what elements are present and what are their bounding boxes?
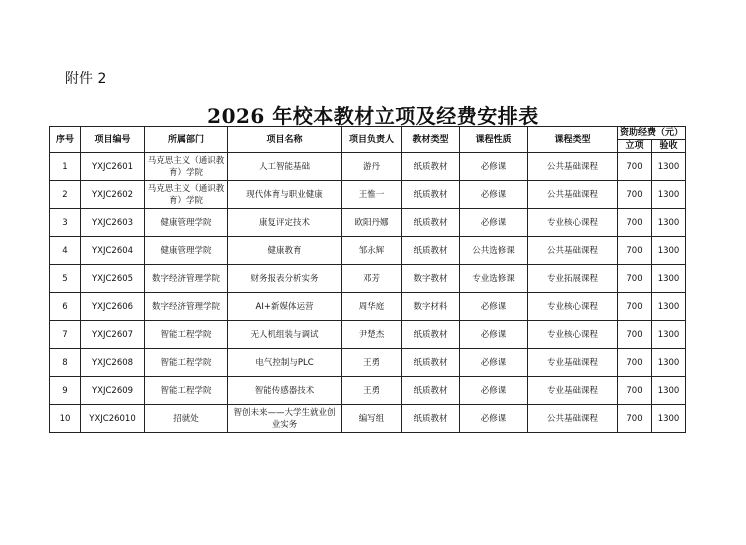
cell-course-nature: 必修课 [460, 377, 528, 405]
table-row [50, 153, 686, 181]
cell-dept: 健康管理学院 [145, 209, 228, 237]
cell-course-nature: 必修课 [460, 153, 528, 181]
table-row [50, 377, 686, 405]
cell-seq: 1 [50, 153, 81, 181]
cell-acceptance: 1300 [652, 321, 686, 349]
cell-material-type: 纸质教材 [402, 181, 460, 209]
cell-dept: 智能工程学院 [145, 349, 228, 377]
cell-code: YXJC2607 [81, 321, 145, 349]
cell-course-type: 专业核心课程 [528, 209, 618, 237]
header-approval: 立项 [618, 140, 652, 153]
cell-approval: 700 [618, 265, 652, 293]
header-leader: 项目负责人 [342, 127, 402, 153]
cell-name: 智创未来——大学生就业创业实务 [228, 405, 342, 433]
cell-code: YXJC2603 [81, 209, 145, 237]
funding-table [49, 126, 686, 433]
header-name: 项目名称 [228, 127, 342, 153]
cell-approval: 700 [618, 153, 652, 181]
table-row [50, 181, 686, 209]
cell-code: YXJC2608 [81, 349, 145, 377]
cell-name: 智能传感器技术 [228, 377, 342, 405]
cell-material-type: 纸质教材 [402, 153, 460, 181]
cell-course-nature: 必修课 [460, 349, 528, 377]
cell-code: YXJC2609 [81, 377, 145, 405]
cell-seq: 8 [50, 349, 81, 377]
cell-dept: 数字经济管理学院 [145, 265, 228, 293]
header-material-type: 教材类型 [402, 127, 460, 153]
cell-course-nature: 必修课 [460, 209, 528, 237]
cell-material-type: 数字材料 [402, 293, 460, 321]
table-row [50, 237, 686, 265]
cell-course-nature: 必修课 [460, 181, 528, 209]
cell-approval: 700 [618, 293, 652, 321]
attachment-label: 附件 2 [65, 71, 107, 87]
cell-course-nature: 公共选修课 [460, 237, 528, 265]
cell-acceptance: 1300 [652, 377, 686, 405]
cell-course-type: 专业核心课程 [528, 293, 618, 321]
cell-leader: 周华庭 [342, 293, 402, 321]
header-seq: 序号 [50, 127, 81, 153]
cell-dept: 数字经济管理学院 [145, 293, 228, 321]
cell-code: YXJC2604 [81, 237, 145, 265]
header-funding: 资助经费（元） [618, 127, 686, 140]
cell-approval: 700 [618, 321, 652, 349]
cell-leader: 游丹 [342, 153, 402, 181]
cell-code: YXJC2601 [81, 153, 145, 181]
cell-dept: 智能工程学院 [145, 377, 228, 405]
cell-dept: 马克思主义（通识教育）学院 [145, 181, 228, 209]
cell-code: YXJC26010 [81, 405, 145, 433]
cell-name: 现代体育与职业健康 [228, 181, 342, 209]
cell-leader: 尹楚杰 [342, 321, 402, 349]
table-row [50, 265, 686, 293]
cell-material-type: 纸质教材 [402, 321, 460, 349]
cell-course-type: 专业拓展课程 [528, 265, 618, 293]
cell-seq: 9 [50, 377, 81, 405]
cell-course-nature: 专业选修课 [460, 265, 528, 293]
table-row [50, 209, 686, 237]
cell-acceptance: 1300 [652, 181, 686, 209]
cell-material-type: 数字教材 [402, 265, 460, 293]
cell-leader: 王勇 [342, 377, 402, 405]
header-dept: 所属部门 [145, 127, 228, 153]
cell-course-nature: 必修课 [460, 293, 528, 321]
cell-acceptance: 1300 [652, 209, 686, 237]
cell-leader: 邹永辉 [342, 237, 402, 265]
cell-name: 财务报表分析实务 [228, 265, 342, 293]
cell-dept: 马克思主义（通识教育）学院 [145, 153, 228, 181]
cell-course-nature: 必修课 [460, 405, 528, 433]
cell-seq: 7 [50, 321, 81, 349]
document-title: 2026 年校本教材立项及经费安排表 [207, 104, 539, 128]
cell-dept: 招就处 [145, 405, 228, 433]
cell-leader: 欧阳丹娜 [342, 209, 402, 237]
cell-approval: 700 [618, 349, 652, 377]
table-row [50, 349, 686, 377]
cell-name: 康复评定技术 [228, 209, 342, 237]
cell-acceptance: 1300 [652, 405, 686, 433]
cell-name: 无人机组装与调试 [228, 321, 342, 349]
cell-acceptance: 1300 [652, 153, 686, 181]
cell-name: AI+新媒体运营 [228, 293, 342, 321]
cell-leader: 王勇 [342, 349, 402, 377]
cell-code: YXJC2602 [81, 181, 145, 209]
cell-approval: 700 [618, 405, 652, 433]
cell-course-type: 专业基础课程 [528, 377, 618, 405]
cell-approval: 700 [618, 209, 652, 237]
table-row [50, 321, 686, 349]
cell-course-type: 专业基础课程 [528, 349, 618, 377]
table-row [50, 405, 686, 433]
cell-leader: 王惟一 [342, 181, 402, 209]
cell-code: YXJC2606 [81, 293, 145, 321]
cell-material-type: 纸质教材 [402, 237, 460, 265]
cell-acceptance: 1300 [652, 265, 686, 293]
cell-seq: 6 [50, 293, 81, 321]
cell-approval: 700 [618, 181, 652, 209]
header-course-type: 课程类型 [528, 127, 618, 153]
cell-code: YXJC2605 [81, 265, 145, 293]
cell-approval: 700 [618, 237, 652, 265]
cell-seq: 3 [50, 209, 81, 237]
cell-name: 人工智能基础 [228, 153, 342, 181]
table-row [50, 293, 686, 321]
table-body [50, 153, 686, 433]
cell-leader: 编写组 [342, 405, 402, 433]
cell-dept: 健康管理学院 [145, 237, 228, 265]
cell-name: 电气控制与PLC [228, 349, 342, 377]
cell-course-type: 公共基础课程 [528, 237, 618, 265]
cell-acceptance: 1300 [652, 293, 686, 321]
cell-course-type: 专业核心课程 [528, 321, 618, 349]
cell-material-type: 纸质教材 [402, 209, 460, 237]
cell-acceptance: 1300 [652, 237, 686, 265]
header-code: 项目编号 [81, 127, 145, 153]
cell-material-type: 纸质教材 [402, 405, 460, 433]
cell-acceptance: 1300 [652, 349, 686, 377]
cell-dept: 智能工程学院 [145, 321, 228, 349]
cell-seq: 4 [50, 237, 81, 265]
header-course-nature: 课程性质 [460, 127, 528, 153]
cell-leader: 邓芳 [342, 265, 402, 293]
cell-material-type: 纸质教材 [402, 349, 460, 377]
cell-approval: 700 [618, 377, 652, 405]
cell-course-nature: 必修课 [460, 321, 528, 349]
cell-course-type: 公共基础课程 [528, 405, 618, 433]
cell-name: 健康教育 [228, 237, 342, 265]
cell-seq: 5 [50, 265, 81, 293]
cell-course-type: 公共基础课程 [528, 181, 618, 209]
cell-material-type: 纸质教材 [402, 377, 460, 405]
cell-seq: 2 [50, 181, 81, 209]
cell-seq: 10 [50, 405, 81, 433]
cell-course-type: 公共基础课程 [528, 153, 618, 181]
header-acceptance: 验收 [652, 140, 686, 153]
